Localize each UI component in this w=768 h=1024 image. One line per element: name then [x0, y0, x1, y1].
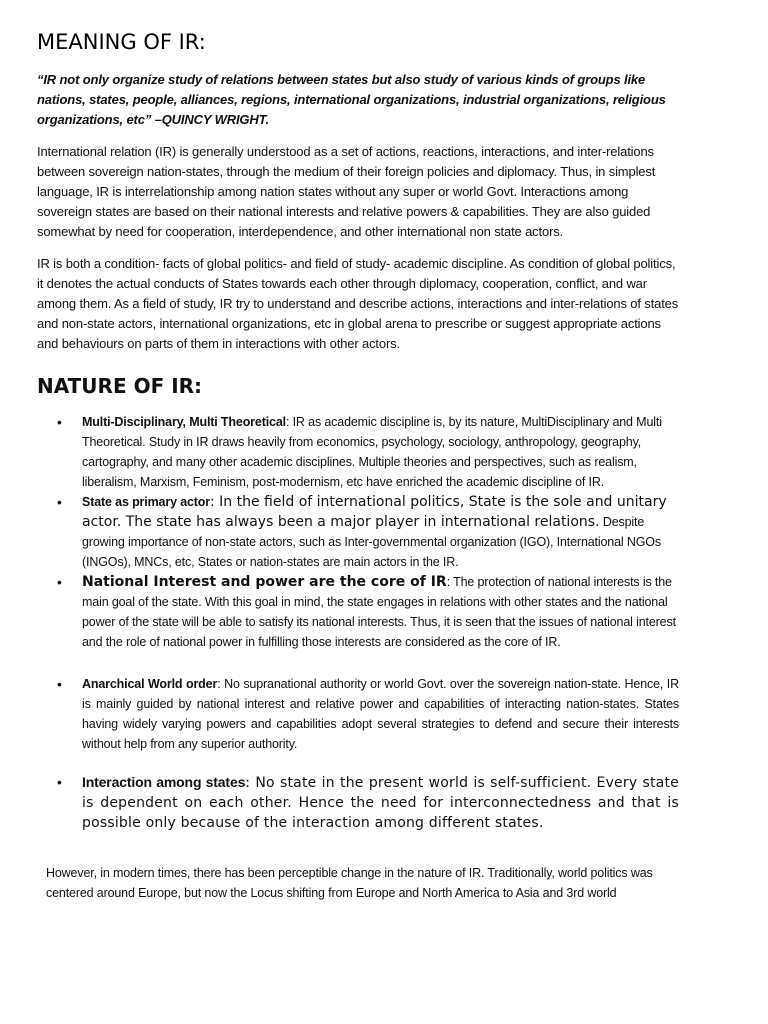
item-text: Despite growing importance of non-state actors, such as Inter-governmental organization (IGO), International NGOs (INGOs), MNCs, etc, States or nation-states are main actors in the IR. — [82, 515, 661, 569]
item-term: Interaction among states — [82, 774, 246, 790]
bullet-icon: • — [57, 774, 62, 790]
item-term: Anarchical World order — [82, 677, 218, 691]
quincy-wright-quote: “IR not only organize study of relations between states but also study of various kinds of groups like nations, states, people, alliances, regions, international organizations, industrial organizations, religious organizations, etc” –QUINCY WRIGHT. — [37, 72, 666, 127]
bullet-icon: • — [57, 676, 62, 692]
meaning-heading: MEANING OF IR: — [37, 30, 206, 54]
item-text: : IR as academic discipline is, by its nature, MultiDisciplinary and Multi Theoretical. Study in IR draws heavily from economics, psychology, sociology, anthropology, geography, cartography, and many other academic disciplines. Multiple theories and perspectives, such as realism, liberalism, Marxism, Feminism, post-modernism, etc have enriched the academic discipline of IR. — [82, 415, 662, 489]
item-term: Multi-Disciplinary, Multi Theoretical — [82, 415, 286, 429]
item-text: : No supranational authority or world Govt. over the sovereign nation-state. Hence, IR is mainly guided by national interest and relative power and capabilities of interacting nation-states. States having widely varying powers and capabilities adopt several strategies to defend and secure their interests without help from any superior authority. — [82, 677, 679, 751]
closing-paragraph: However, in modern times, there has been perceptible change in the nature of IR. Traditionally, world politics was centered around Europe, but now the Locus shifting from Europe and North America to Asia and 3rd world — [46, 866, 653, 900]
item-term: National Interest and power are the core of IR — [82, 574, 447, 590]
item-text-large: : In the field of international politics, State is the sole and unitary actor. The state has always been a major player in international relations. — [82, 494, 667, 530]
item-text: : No state in the present world is self-sufficient. Every state is dependent on each other. Hence the need for interconnectedness and that is possible only because of the interaction among different states. — [82, 775, 679, 831]
bullet-icon: • — [57, 494, 62, 510]
meaning-paragraph-2: IR is both a condition- facts of global politics- and field of study- academic discipline. As condition of global politics, it denotes the actual conducts of States towards each other through diplomacy, cooperation, conflict, and war among them. As a field of study, IR try to understand and describe actions, interactions and inter-relations of states and non-state actors, international organizations, etc in global arena to prescribe or suggest appropriate actions and behaviours on parts of them in interactions with other actors. — [37, 256, 679, 351]
document-page — [37, 28, 679, 903]
nature-heading: NATURE OF IR: — [37, 374, 203, 398]
item-term: State as primary actor — [82, 495, 211, 509]
list-item — [37, 674, 679, 754]
meaning-paragraph-1: International relation (IR) is generally understood as a set of actions, reactions, interactions, and inter-relations between sovereign nation-states, through the medium of their foreign policies and diplomacy. Thus, in simplest language, IR is interrelationship among nation states without any super or world Govt. Interactions among sovereign states are based on their national interests and relative powers & capabilities. They are also guided somewhat by need for cooperation, interdependence, and other international non state actors. — [37, 144, 656, 239]
list-item — [37, 572, 679, 652]
list-item — [37, 492, 679, 572]
item-text: : The protection of national interests is the main goal of the state. With this goal in mind, the state engages in relations with other states and the national power of the state will be able to satisfy its national interests. Thus, it is seen that the issues of national interest and the role of national power in fulfilling those interests are considered as the core of IR. — [82, 575, 676, 649]
list-item — [37, 412, 679, 492]
bullet-icon: • — [57, 574, 62, 590]
list-item — [37, 772, 679, 833]
nature-list — [37, 412, 679, 833]
bullet-icon: • — [57, 414, 62, 430]
